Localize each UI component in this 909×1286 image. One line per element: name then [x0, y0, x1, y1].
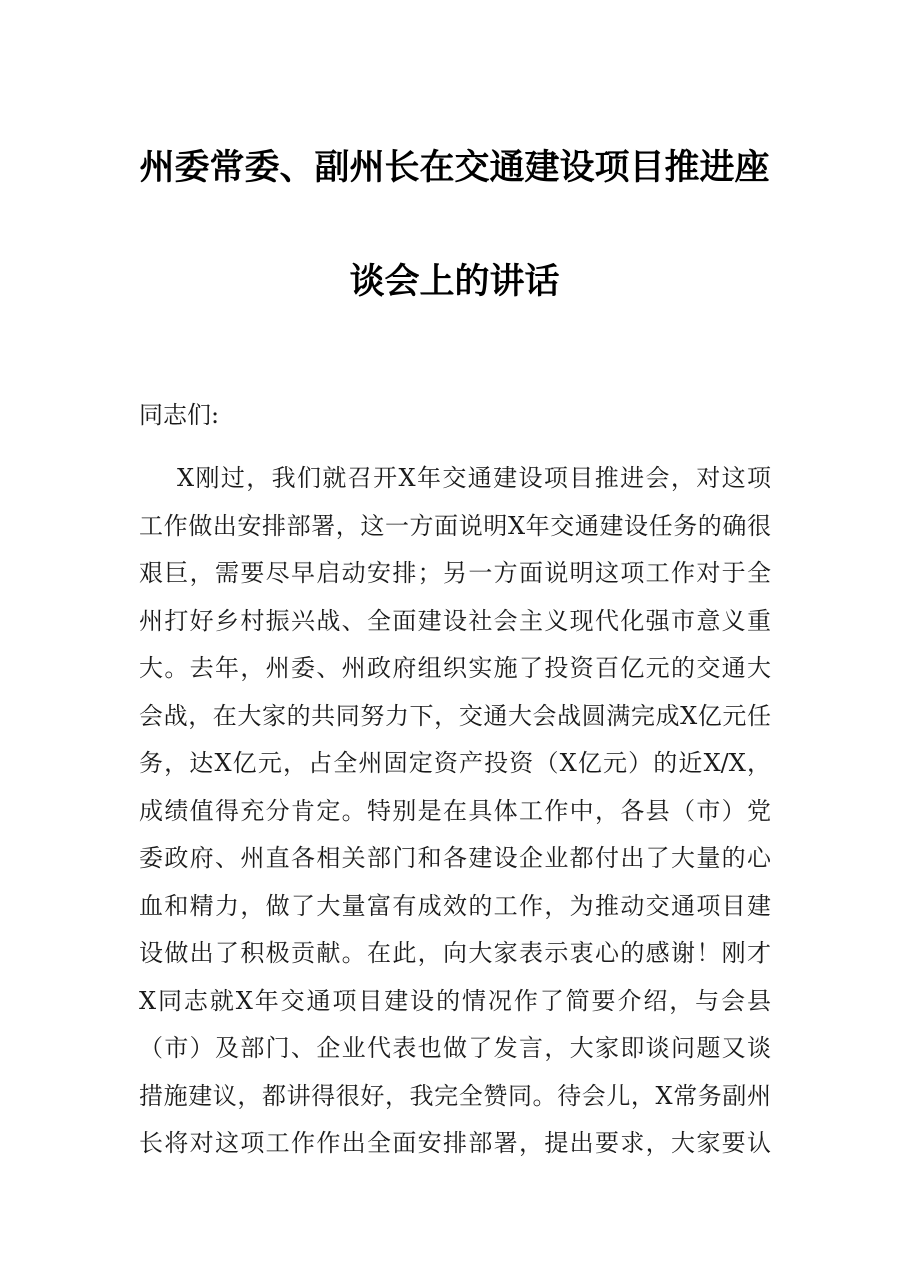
body-line: 措施建议，都讲得很好，我完全赞同。待会儿，X常务副州: [139, 1081, 771, 1110]
document-title-line-2: 谈会上的讲话: [349, 261, 560, 302]
body-line: X刚过，我们就召开X年交通建设项目推进会，对这项: [177, 464, 771, 492]
body-line: 成绩值得充分肯定。特别是在具体工作中，各县（市）党: [139, 796, 771, 825]
body-paragraph: [139, 455, 771, 1168]
body-line: 长将对这项工作作出全面安排部署，提出要求，大家要认: [139, 1129, 771, 1157]
document-title-line-1: 州委常委、副州长在交通建设项目推进座: [139, 147, 770, 188]
body-line: 设做出了积极贡献。在此，向大家表示衷心的感谢！刚才: [139, 939, 771, 967]
body-line: 血和精力，做了大量富有成效的工作，为推动交通项目建: [139, 891, 771, 920]
body-line: 州打好乡村振兴战、全面建设社会主义现代化强市意义重: [139, 606, 771, 635]
body-line: X同志就X年交通项目建设的情况作了简要介绍，与会县: [139, 986, 771, 1015]
body-line: 会战，在大家的共同努力下，交通大会战圆满完成X亿元任: [139, 701, 771, 730]
body-line: 委政府、州直各相关部门和各建设企业都付出了大量的心: [139, 844, 771, 872]
body-line: 大。去年，州委、州政府组织实施了投资百亿元的交通大: [139, 654, 771, 682]
body-line: （市）及部门、企业代表也做了发言，大家即谈问题又谈: [139, 1034, 771, 1062]
body-line: 工作做出安排部署，这一方面说明X年交通建设任务的确很: [139, 511, 771, 540]
salutation: 同志们:: [139, 401, 220, 429]
body-line: 务，达X亿元，占全州固定资产投资（X亿元）的近X/X，: [139, 749, 771, 777]
body-line: 艰巨，需要尽早启动安排；另一方面说明这项工作对于全: [139, 559, 771, 587]
